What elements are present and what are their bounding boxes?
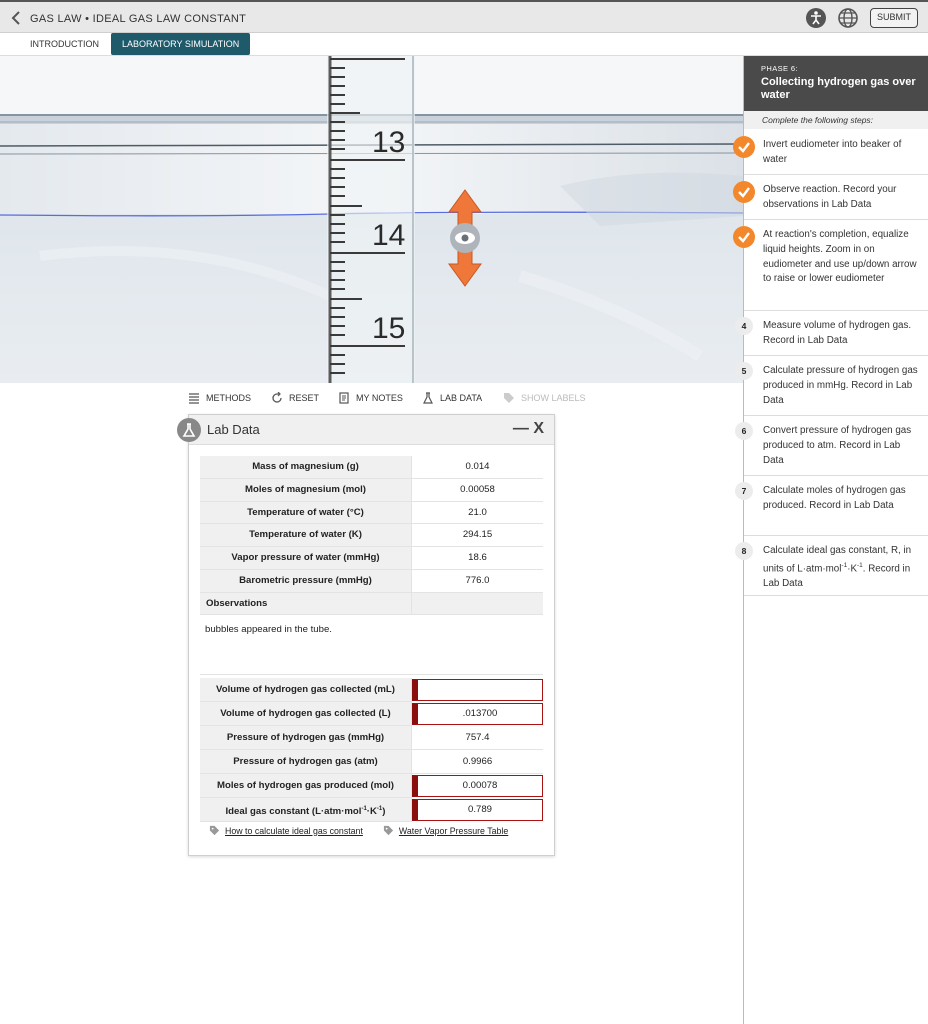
lab-data-label: LAB DATA: [440, 393, 483, 403]
check-icon: [733, 181, 755, 203]
methods-button[interactable]: [188, 389, 251, 407]
table-row: [200, 456, 543, 479]
vol-ml-label: Volume of hydrogen gas collected (mL): [200, 678, 412, 702]
step-text: At reaction's completion, equalize liquid heights. Zoom in on eudiometer and use up/down arrow to raise or lower eudiometer: [763, 229, 917, 285]
show-labels-label: SHOW LABELS: [521, 393, 586, 403]
ideal-gas-constant-input[interactable]: 0.789: [412, 799, 543, 821]
observations-header: [200, 593, 543, 615]
step-text: Observe reaction. Record your observations in Lab Data: [763, 184, 897, 210]
observations-textarea[interactable]: bubbles appeared in the tube.: [200, 615, 543, 675]
step-item: [741, 476, 928, 536]
close-button[interactable]: X: [533, 420, 544, 437]
volume-ml-input[interactable]: [412, 679, 543, 701]
step-item: [744, 220, 928, 311]
phase-header: [744, 56, 928, 111]
app-title: GAS LAW • IDEAL GAS LAW CONSTANT: [30, 13, 247, 25]
step-item: [741, 356, 928, 416]
table-row: [200, 502, 543, 525]
tab-laboratory-simulation[interactable]: LABORATORY SIMULATION: [111, 33, 250, 55]
check-icon: [733, 226, 755, 248]
tab-introduction[interactable]: INTRODUCTION: [30, 39, 99, 49]
row-label: Vapor pressure of water (mmHg): [200, 547, 412, 569]
step-text: Invert eudiometer into beaker of water: [763, 139, 902, 165]
scale-label-14: 14: [372, 219, 406, 252]
reset-icon: [271, 392, 283, 404]
link-how-to-calculate[interactable]: How to calculate ideal gas constant: [209, 825, 363, 836]
lab-data-title: Lab Data: [207, 422, 260, 437]
eudiometer-view: [0, 56, 743, 383]
phase-title: Collecting hydrogen gas over water: [761, 76, 916, 101]
p-atm-value: 0.9966: [412, 750, 543, 774]
step-number: 4: [735, 317, 753, 335]
row-value: 18.6: [468, 552, 487, 564]
lab-data-panel: [188, 414, 555, 856]
tag-icon: [503, 392, 515, 404]
table-row: [200, 702, 543, 726]
minimize-button[interactable]: —: [512, 420, 529, 437]
link-water-vapor-table[interactable]: Water Vapor Pressure Table: [383, 825, 508, 836]
notes-icon: [338, 392, 350, 404]
flask-icon: [422, 392, 434, 404]
lab-data-table: [200, 456, 543, 822]
scale-label-15: 15: [372, 312, 406, 345]
row-value: 776.0: [465, 574, 490, 586]
steps-panel: [743, 56, 928, 1024]
step-text: Calculate pressure of hydrogen gas produced in mmHg. Record in Lab Data: [763, 365, 918, 406]
volume-l-input[interactable]: .013700: [412, 703, 543, 725]
accessibility-icon[interactable]: [805, 7, 827, 29]
vol-l-label: Volume of hydrogen gas collected (L): [200, 702, 412, 726]
row-label: Moles of magnesium (mol): [200, 479, 412, 501]
row-label: Mass of magnesium (g): [200, 456, 412, 478]
my-notes-button[interactable]: [338, 389, 403, 407]
step-number: 8: [735, 542, 753, 560]
reset-label: RESET: [289, 393, 320, 403]
step-number: 6: [735, 422, 753, 440]
row-value: 0.014: [465, 461, 490, 472]
step-number: 7: [735, 482, 753, 500]
row-value: 21.0: [468, 506, 487, 518]
observations-label: Observations: [200, 593, 412, 614]
p-mmhg-label: Pressure of hydrogen gas (mmHg): [200, 726, 412, 750]
lab-flask-badge-icon: [177, 418, 201, 442]
lab-data-header[interactable]: [189, 415, 554, 445]
scale-label-13: 13: [372, 126, 406, 159]
reset-button[interactable]: [271, 389, 319, 407]
step-item: [744, 175, 928, 220]
lab-data-button[interactable]: [422, 389, 482, 407]
instructions: Complete the following steps:: [744, 111, 928, 129]
simulation-scene[interactable]: [0, 56, 743, 383]
submit-button[interactable]: SUBMIT: [870, 8, 918, 28]
step-item: [741, 536, 928, 596]
row-label: Temperature of water (K): [200, 524, 412, 546]
table-row: [200, 726, 543, 750]
row-value: 0.00058: [460, 483, 495, 495]
p-mmhg-value: 757.4: [412, 726, 543, 750]
tag-icon: [209, 825, 220, 836]
help-links: [209, 825, 508, 836]
step-item: [744, 130, 928, 175]
check-icon: [733, 136, 755, 158]
show-labels-button: [503, 389, 586, 407]
table-row: [200, 570, 543, 593]
step-text: Calculate ideal gas constant, R, in units of $L\cdot atm\cdot mol^{-1}\cdot K^{-1}$. Record in Lab Data: [763, 545, 912, 589]
sim-toolbar: [0, 389, 743, 407]
row-value: 294.15: [462, 529, 493, 541]
p-atm-label: Pressure of hydrogen gas (atm): [200, 750, 412, 774]
tab-bar: [0, 33, 928, 56]
table-row: [200, 798, 543, 822]
lab-data-window-controls: [513, 420, 544, 438]
step-item: [741, 416, 928, 476]
top-bar: [0, 0, 928, 33]
table-row: [200, 547, 543, 570]
ideal-gas-constant-label: Ideal gas constant $(L\cdot atm\cdot mol^{-1}\cdot K^{-1})$: [200, 798, 412, 822]
step-text: Calculate moles of hydrogen gas produced. Record in Lab Data: [763, 485, 906, 511]
table-row: [200, 678, 543, 702]
table-row: [200, 479, 543, 502]
phase-label: PHASE 6:: [761, 64, 798, 73]
row-label: Temperature of water (°C): [200, 502, 412, 524]
step-item: [741, 311, 928, 356]
moles-h2-label: Moles of hydrogen gas produced (mol): [200, 774, 412, 798]
table-row: [200, 524, 543, 547]
globe-icon[interactable]: [837, 7, 859, 29]
step-number: 5: [735, 362, 753, 380]
table-row: [200, 750, 543, 774]
methods-label: METHODS: [206, 393, 251, 403]
back-chevron-icon[interactable]: [10, 10, 22, 26]
step-text: Convert pressure of hydrogen gas produced to atm. Record in Lab Data: [763, 425, 912, 466]
table-row: [200, 774, 543, 798]
tag-icon: [383, 825, 394, 836]
row-label: Barometric pressure (mmHg): [200, 570, 412, 592]
my-notes-label: MY NOTES: [356, 393, 403, 403]
moles-h2-input[interactable]: 0.00078: [412, 775, 543, 797]
list-icon: [188, 392, 200, 404]
step-text: Measure volume of hydrogen gas. Record in Lab Data: [763, 320, 912, 346]
